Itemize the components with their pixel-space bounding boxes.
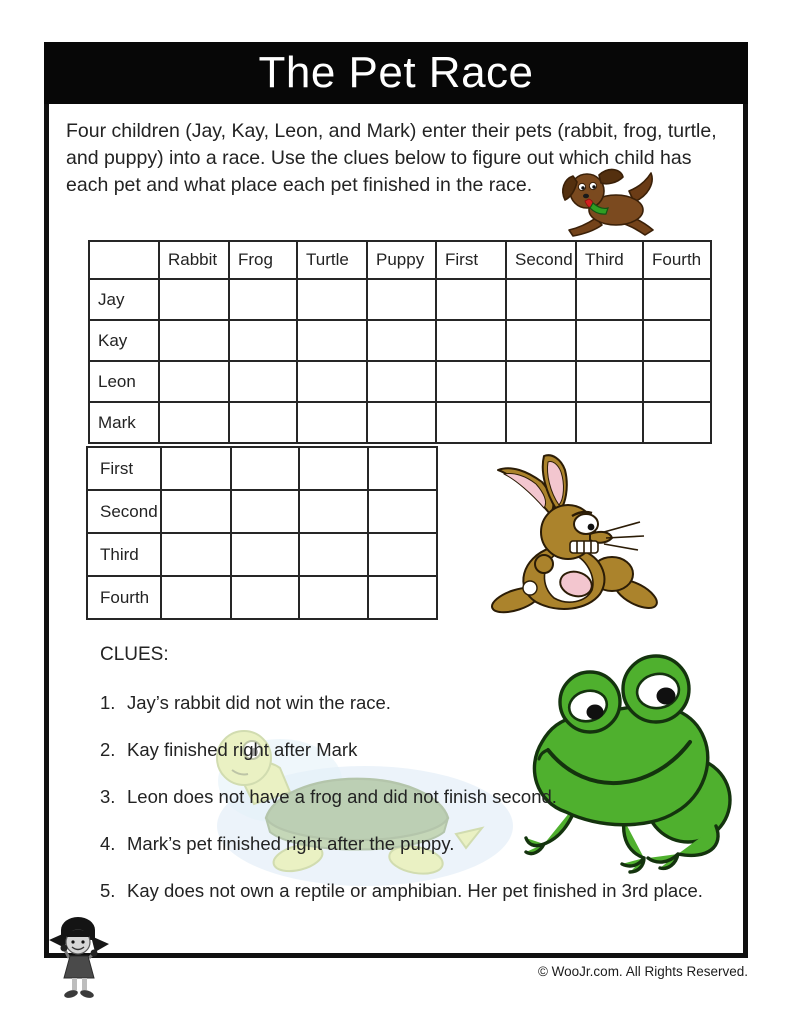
header-row <box>89 241 711 279</box>
row-label: First <box>87 447 161 490</box>
clue-item <box>100 786 725 808</box>
grid-cell <box>231 533 299 576</box>
grid-cell <box>297 361 367 402</box>
row-label: Fourth <box>87 576 161 619</box>
grid-cell <box>506 279 576 320</box>
column-header: Second <box>506 241 576 279</box>
grid-cell <box>231 490 299 533</box>
logic-grid-places <box>86 446 438 620</box>
grid-cell <box>367 320 436 361</box>
grid-cell <box>576 361 643 402</box>
clue-text: Jay’s rabbit did not win the race. <box>127 692 391 713</box>
column-header: Turtle <box>297 241 367 279</box>
grid-cell <box>229 320 297 361</box>
table-row <box>89 320 711 361</box>
clue-number: 3. <box>100 786 116 807</box>
clue-number: 1. <box>100 692 116 713</box>
intro-paragraph: Four children (Jay, Kay, Leon, and Mark) enter their pets (rabbit, frog, turtle, and puppy) into a race. Use the clues below to figure out which child has each pet and what place each pet finished in the race. <box>66 120 717 196</box>
grid-cell <box>299 576 368 619</box>
row-label: Mark <box>89 402 159 443</box>
grid-cell <box>506 361 576 402</box>
column-header: Third <box>576 241 643 279</box>
grid-cell <box>229 361 297 402</box>
corner-cell <box>89 241 159 279</box>
clue-text: Leon does not have a frog and did not finish second. <box>127 786 557 807</box>
clues-heading: CLUES: <box>100 644 169 665</box>
grid-cell <box>506 320 576 361</box>
mascot-girl-illustration <box>45 916 113 1004</box>
table-row <box>87 447 437 490</box>
grid-cell <box>368 576 437 619</box>
grid-cell <box>368 447 437 490</box>
grid-cell <box>161 576 231 619</box>
column-header: Rabbit <box>159 241 229 279</box>
grid-cell <box>161 447 231 490</box>
grid-cell <box>436 361 506 402</box>
grid-cell <box>299 533 368 576</box>
copyright-text: © WooJr.com. All Rights Reserved. <box>537 964 748 979</box>
clues-section <box>100 644 725 927</box>
column-header: Frog <box>229 241 297 279</box>
grid-cell <box>367 402 436 443</box>
clue-item <box>100 880 725 902</box>
grid-cell <box>367 361 436 402</box>
clue-number: 5. <box>100 880 116 901</box>
grid-cell <box>436 402 506 443</box>
grid-cell <box>231 576 299 619</box>
grid-cell <box>161 533 231 576</box>
grid-cell <box>643 320 711 361</box>
title-bar <box>44 42 748 104</box>
grid-cell <box>368 533 437 576</box>
clue-number: 4. <box>100 833 116 854</box>
table-row <box>87 576 437 619</box>
column-header: Fourth <box>643 241 711 279</box>
rabbit-illustration <box>464 448 676 626</box>
grid-cell <box>297 279 367 320</box>
clue-text: Kay does not own a reptile or amphibian. Her pet finished in 3rd place. <box>127 880 703 901</box>
grid-cell <box>299 490 368 533</box>
grid-cell <box>229 279 297 320</box>
grid-cell <box>436 279 506 320</box>
grid-cell <box>368 490 437 533</box>
grid-cell <box>159 402 229 443</box>
table-row <box>87 490 437 533</box>
page-title: The Pet Race <box>258 48 534 97</box>
row-label: Third <box>87 533 161 576</box>
table-row <box>89 279 711 320</box>
grid-cell <box>367 279 436 320</box>
grid-cell <box>161 490 231 533</box>
grid-cell <box>576 402 643 443</box>
grid-cell <box>297 402 367 443</box>
row-label: Kay <box>89 320 159 361</box>
puppy-illustration <box>556 164 666 240</box>
logic-grid-main <box>88 240 712 444</box>
column-header: Puppy <box>367 241 436 279</box>
grid-cell <box>576 279 643 320</box>
grid-cell <box>643 279 711 320</box>
grid-cell <box>159 279 229 320</box>
grid-cell <box>159 361 229 402</box>
clue-text: Kay finished right after Mark <box>127 739 358 760</box>
grid-cell <box>159 320 229 361</box>
grid-cell <box>576 320 643 361</box>
grid-cell <box>643 361 711 402</box>
row-label: Jay <box>89 279 159 320</box>
clue-item <box>100 833 725 855</box>
table-row <box>87 533 437 576</box>
clue-item <box>100 692 725 714</box>
grid-cell <box>436 320 506 361</box>
clue-number: 2. <box>100 739 116 760</box>
grid-cell <box>506 402 576 443</box>
clue-item <box>100 739 725 761</box>
grid-cell <box>297 320 367 361</box>
row-label: Second <box>87 490 161 533</box>
table-row <box>89 361 711 402</box>
grid-cell <box>229 402 297 443</box>
row-label: Leon <box>89 361 159 402</box>
grid-cell <box>643 402 711 443</box>
grid-cell <box>231 447 299 490</box>
column-header: First <box>436 241 506 279</box>
table-row <box>89 402 711 443</box>
clue-text: Mark’s pet finished right after the puppy. <box>127 833 455 854</box>
grid-cell <box>299 447 368 490</box>
